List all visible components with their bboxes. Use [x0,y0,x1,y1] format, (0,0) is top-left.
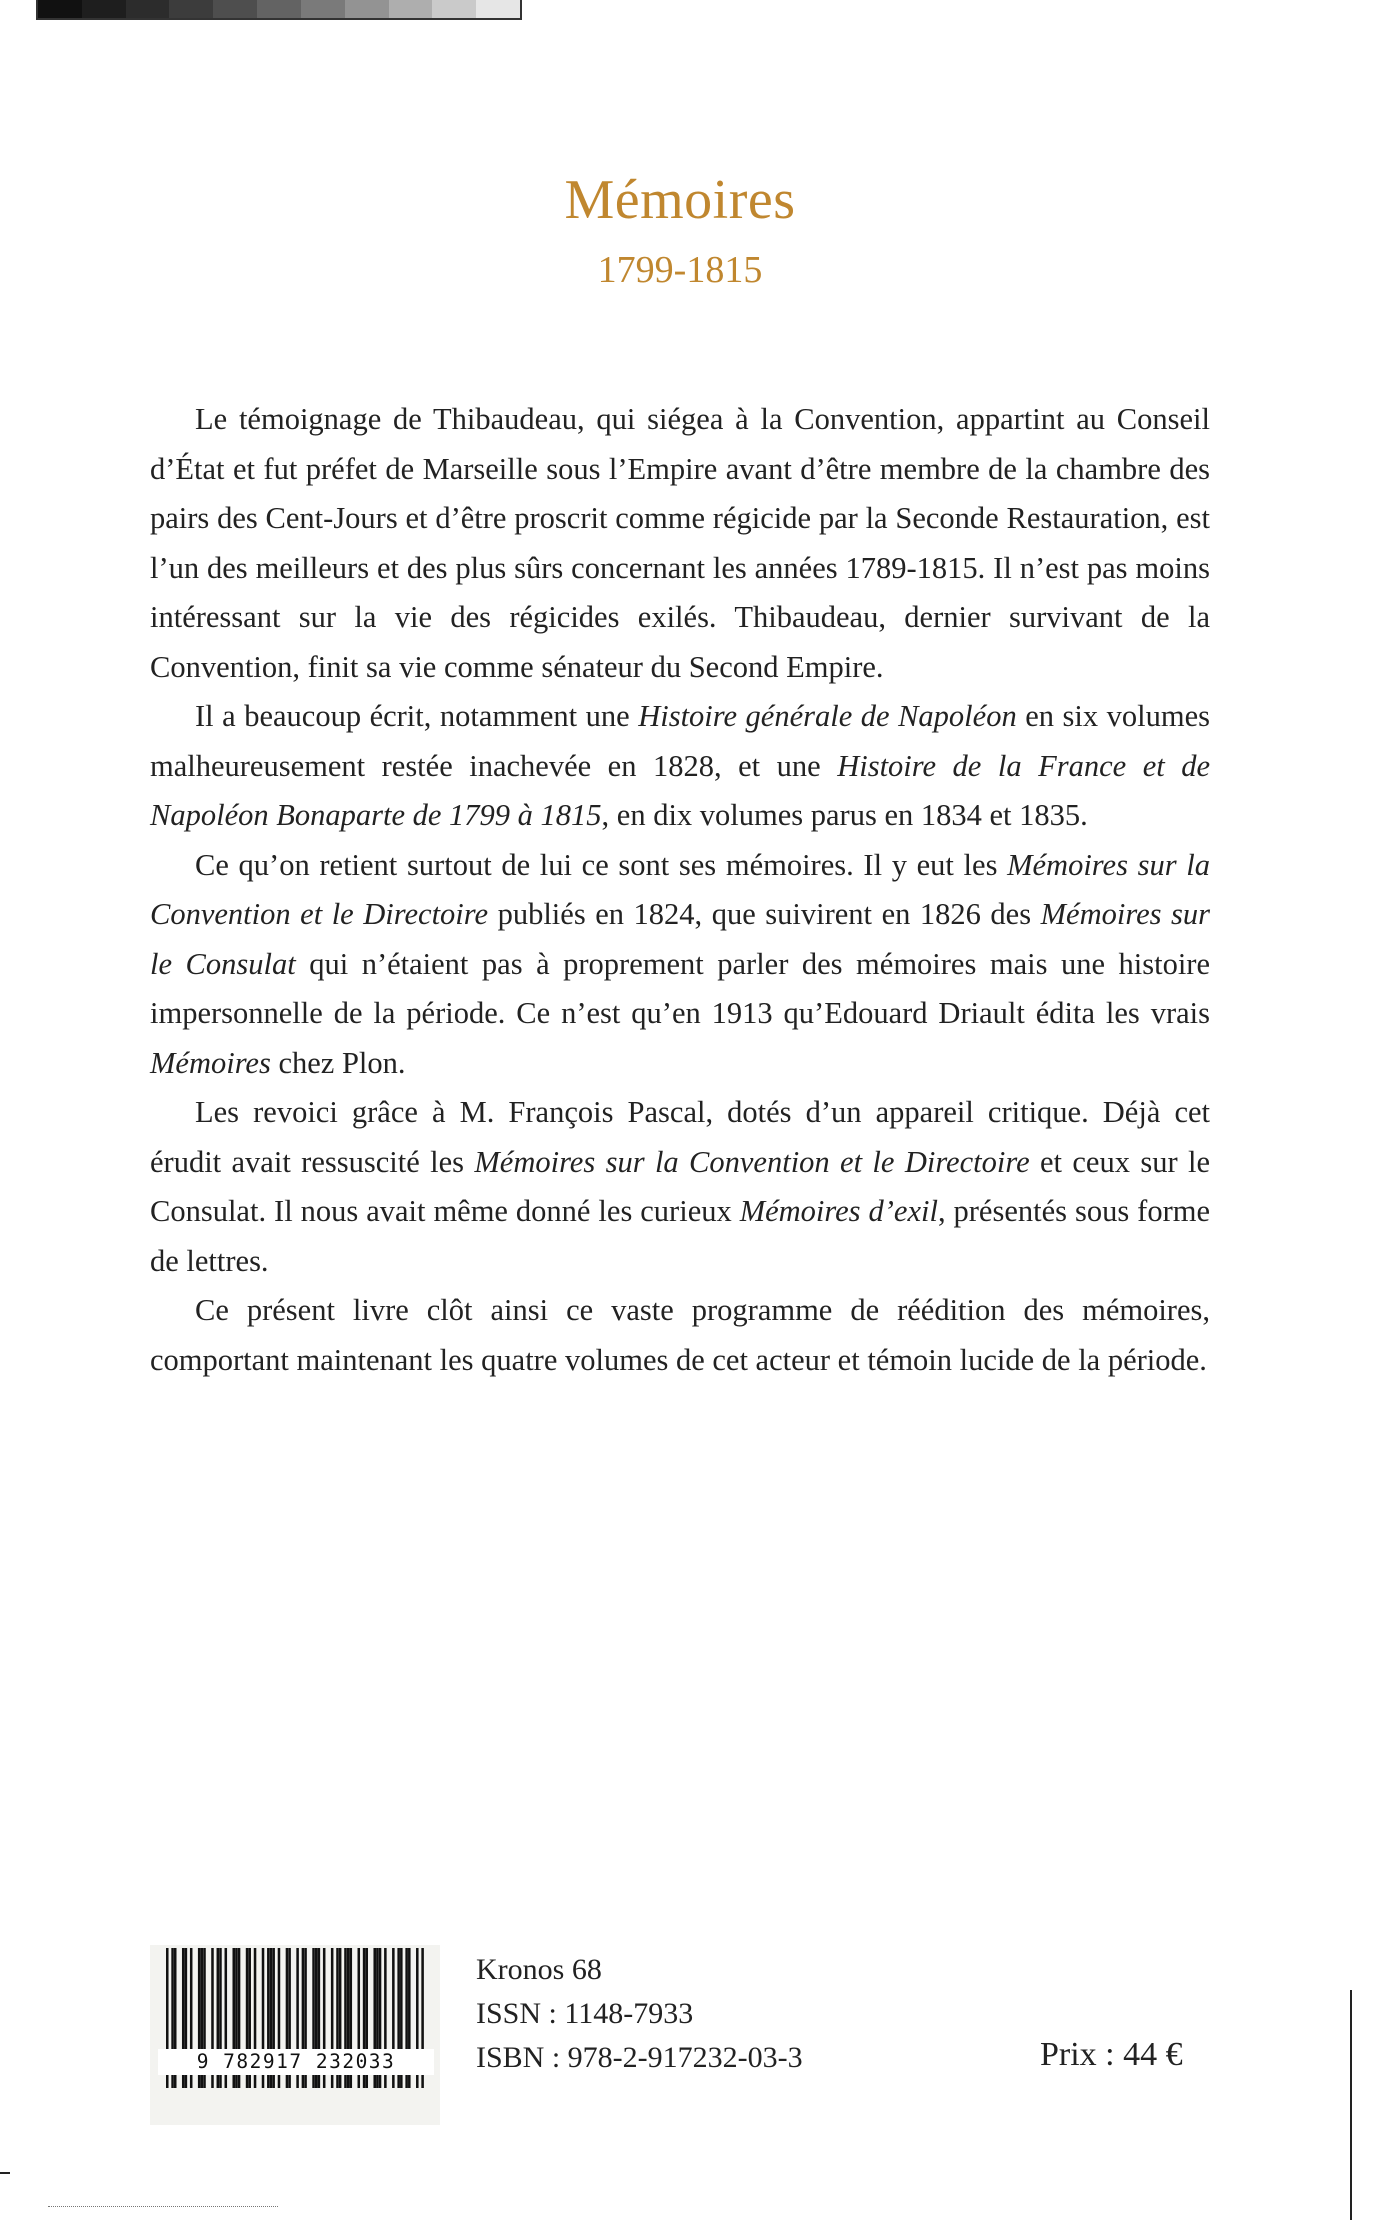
series-label: Kronos 68 [476,1953,602,1986]
calibration-swatch [126,0,170,18]
color-calibration-strip [36,0,522,20]
calibration-swatch [301,0,345,18]
calibration-swatch [82,0,126,18]
text-run: en six volumes malheureusement restée inachevée en 1828, et une [150,699,1210,783]
text-run: Il a beaucoup écrit, notamment une [195,699,639,733]
calibration-swatch [389,0,433,18]
italic-title: Mémoires [150,1045,271,1080]
text-run: Le témoignage de Thibaudeau, qui siégea à la Convention, appartint au Conseil d’État et fut préfet de Marseille sous l’Empire avant d’être membre de la chambre des pairs des Cent-Jours et d’être proscrit comme régicide par la Seconde Restauration, est l’un des meilleurs et des plus sûrs concernant les années 1789-1815. Il n’est pas moins intéressant sur la vie des régicides exilés. Thibaudeau, dernier survivant de la Convention, finit sa vie comme sénateur du Second Empire. [150,402,1210,684]
isbn-label: ISBN : 978-2-917232-03-3 [476,2041,803,2074]
paragraph-1 [150,395,1210,692]
paragraph-5 [150,1286,1210,1385]
isbn-barcode [150,1945,440,2125]
calibration-swatch [169,0,213,18]
italic-title: Mémoires d’exil [739,1194,938,1228]
barcode-digits: 9 782917 232033 [158,2049,434,2075]
print-slug-line [48,2198,278,2207]
calibration-swatch [432,0,476,18]
italic-title: Mémoires sur la Convention et le Directoire [474,1144,1030,1179]
paragraph-4 [150,1088,1210,1286]
issn-label: ISSN : 1148-7933 [476,1997,694,2030]
text-run: , présentés sous forme de lettres. [150,1194,1210,1278]
publication-info [476,1948,803,2080]
paragraph-2 [150,692,1210,841]
italic-title: Mémoires sur la Convention et le Directoire [150,847,1210,931]
page-title: Mémoires [564,169,796,231]
text-run: chez Plon. [270,1045,406,1080]
calibration-swatch [345,0,389,18]
paragraph-3 [150,841,1210,1089]
text-run: , en dix volumes parus en 1834 et 1835. [601,798,1088,832]
text-run: Ce présent livre clôt ainsi ce vaste programme de réédition des mémoires, comportant maintenant les quatre volumes de cet acteur et témoin lucide de la période. [150,1293,1210,1377]
text-run: publiés en 1824, que suivirent en 1826 des [488,897,1041,931]
price-label: Prix : 44 € [1040,2036,1183,2073]
crop-mark [0,2172,10,2174]
italic-title: Mémoires sur le Consulat [150,897,1211,981]
calibration-swatch [38,0,82,18]
crop-mark [1350,1990,1352,2220]
italic-title: Histoire générale de Napoléon [638,699,1017,733]
text-run: Ce qu’on retient surtout de lui ce sont ses mémoires. Il y eut les [195,847,1008,882]
italic-title: Histoire de la France et de Napoléon Bonaparte de 1799 à 1815 [150,748,1211,832]
text-run: et ceux sur le Consulat. Il nous avait même donné les curieux [150,1144,1210,1228]
date-range-subtitle: 1799-1815 [597,249,763,291]
text-run: qui n’étaient pas à proprement parler des mémoires mais une histoire impersonnelle de la période. Ce n’est qu’en 1913 qu’Edouard Driault édita les vrais [150,946,1211,1030]
calibration-swatch [213,0,257,18]
back-cover-text [150,395,1210,1385]
text-run: Les revoici grâce à M. François Pascal, dotés d’un appareil critique. Déjà cet érudit avait ressuscité les [150,1095,1210,1179]
calibration-swatch [257,0,301,18]
calibration-swatch [476,0,520,18]
